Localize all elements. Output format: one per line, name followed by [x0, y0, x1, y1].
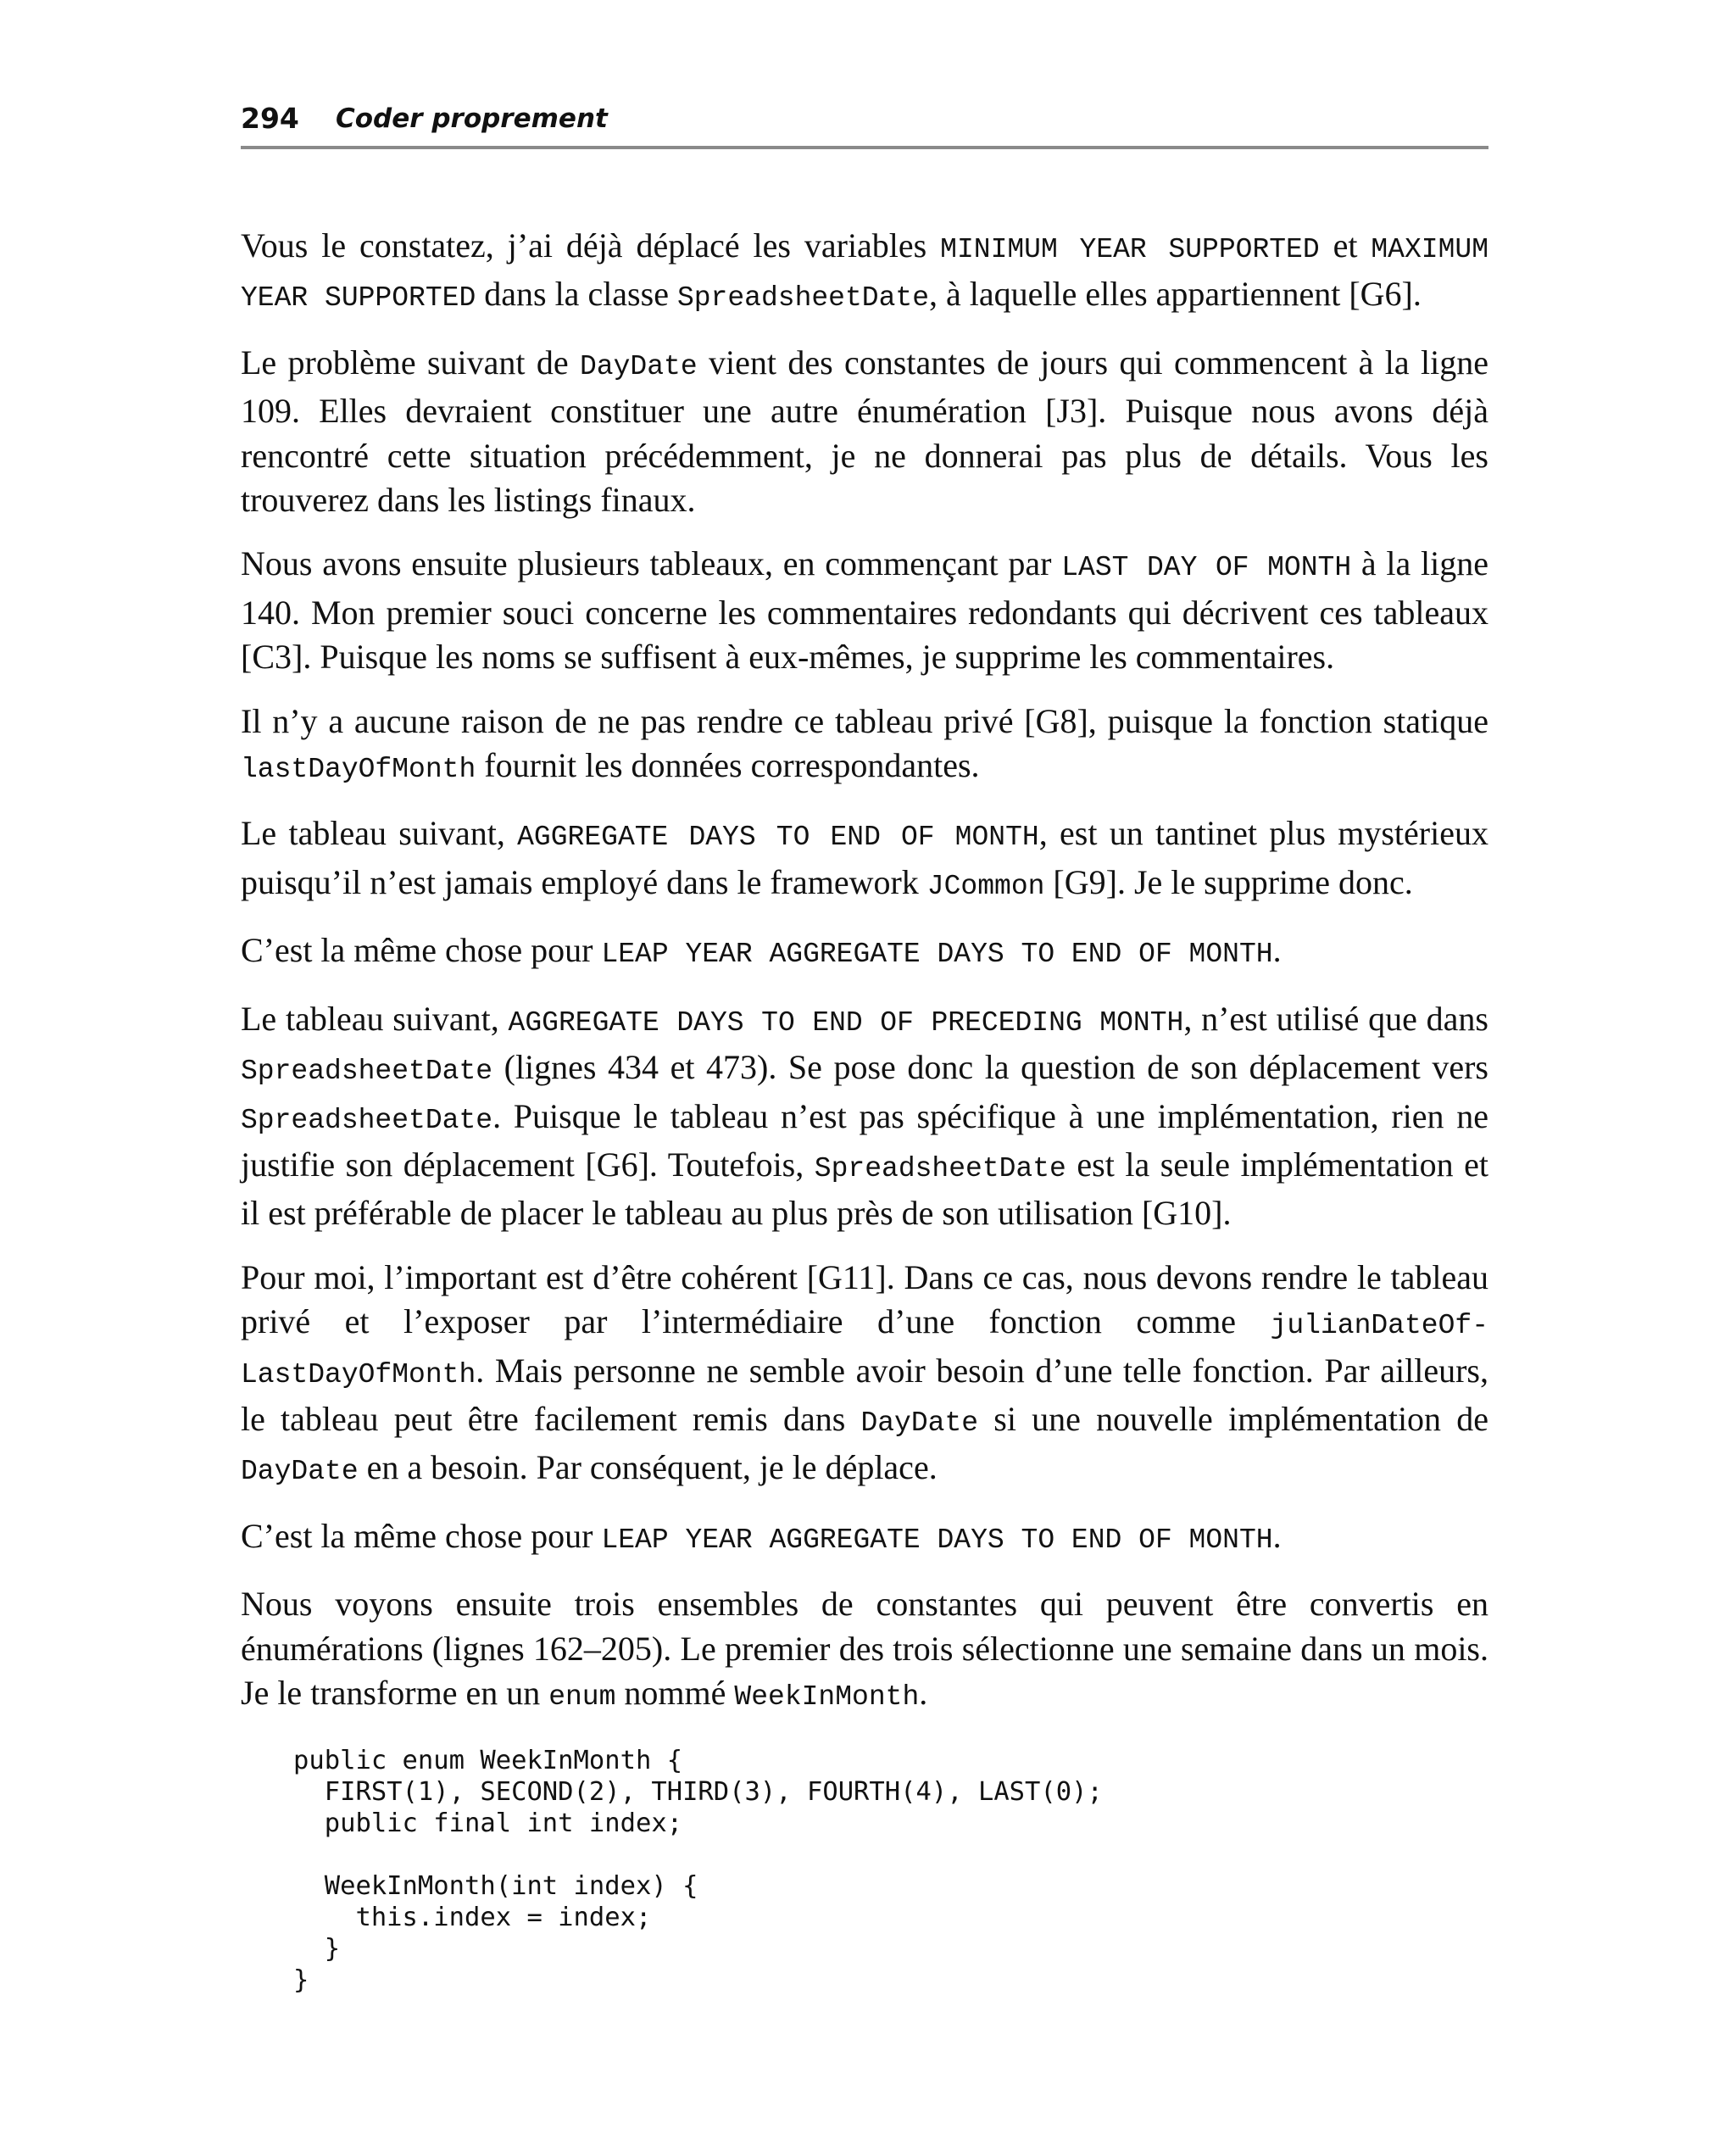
code-identifier: SpreadsheetDate [241, 1056, 493, 1088]
code-line [293, 1839, 1488, 1870]
text-run: . Puisque le tableau n’est pas spécifique à une implémentation, rien ne justifie son déplacement [G6]. Toutefois, [241, 1096, 1488, 1184]
code-listing [293, 1745, 1488, 1996]
code-identifier: lastDayOfMonth [241, 754, 476, 786]
text-run: nommé [615, 1673, 735, 1712]
code-identifier: DayDate [860, 1407, 979, 1439]
code-identifier: MINIMUM YEAR SUPPORTED [940, 234, 1320, 265]
text-run: vient des constantes de jours qui commencent à la ligne 109. Elles devraient constituer une autre énumération [J3]. Puisque nous avons déjà rencontré cette situation précédemment, je ne donnerai pas plus de détails. Vous les trouverez dans les listings finaux. [241, 343, 1488, 520]
code-identifier: LEAP YEAR AGGREGATE DAYS TO END OF MONTH [601, 939, 1273, 971]
code-line: public enum WeekInMonth { [293, 1746, 683, 1776]
text-run: Le problème suivant de [241, 343, 580, 382]
text-run: est la seule implémentation et il est préférable de placer le tableau au plus près de son utilisation [G10]. [241, 1145, 1488, 1233]
code-identifier: AGGREGATE DAYS TO END OF PRECEDING MONTH [508, 1006, 1184, 1039]
code-identifier: LEAP YEAR AGGREGATE DAYS TO END OF MONTH [601, 1524, 1273, 1556]
text-run: . [919, 1673, 928, 1712]
text-run: Il n’y a aucune raison de ne pas rendre ce tableau privé [G8], puisque la fonction statique [241, 701, 1488, 740]
text-run: Le tableau suivant, [241, 999, 509, 1038]
text-run: dans la classe [476, 275, 677, 314]
running-head [241, 95, 1488, 149]
text-run: en a besoin. Par conséquent, je le déplace. [358, 1448, 938, 1487]
text-run: . [1272, 931, 1282, 970]
text-run: si une nouvelle implémentation de [978, 1399, 1488, 1438]
text-run: Pour moi, l’important est d’être cohérent [G11]. Dans ce cas, nous devons rendre le tableau privé et l’exposer par l’intermédiaire d’une fonction comme [241, 1257, 1488, 1341]
code-line: } [293, 1934, 341, 1964]
text-run: [G9]. Je le supprime donc. [1044, 862, 1413, 901]
text-run: C’est la même chose pour [241, 931, 602, 970]
text-run: Vous le constatez, j’ai déjà déplacé les variables [241, 226, 941, 265]
paragraph [241, 928, 1488, 977]
code-identifier: julianDateOfLastDayOfMonth [241, 1310, 1488, 1390]
paragraph [241, 1256, 1488, 1495]
paragraph [241, 1514, 1488, 1563]
code-identifier: SpreadsheetDate [814, 1152, 1066, 1184]
code-identifier: MAXIMUM YEAR SUPPORTED [241, 234, 1488, 315]
paragraph [241, 224, 1488, 321]
text-run: et [1319, 226, 1372, 265]
code-identifier: WeekInMonth [734, 1680, 920, 1713]
body-text [241, 224, 1488, 1996]
paragraph [241, 811, 1488, 909]
code-line: public final int index; [293, 1808, 683, 1839]
code-identifier: SpreadsheetDate [676, 282, 930, 315]
text-run: (lignes 434 et 473). Se pose donc la question de son déplacement vers [492, 1048, 1488, 1087]
code-line: this.index = index; [293, 1903, 652, 1933]
paragraph [241, 542, 1488, 679]
paragraph [241, 1582, 1488, 1719]
code-line: WeekInMonth(int index) { [293, 1871, 698, 1902]
text-run: . Mais personne ne semble avoir besoin d’une telle fonction. Par ailleurs, le tableau peut être facilement remis dans [241, 1351, 1488, 1438]
paragraph [241, 997, 1488, 1236]
text-run: , est un tantinet plus mystérieux puisqu’il n’est jamais employé dans le framework [241, 814, 1488, 901]
paragraph [241, 699, 1488, 793]
text-run: à la ligne 140. Mon premier souci concerne les commentaires redondants qui décrivent ces tableaux [C3]. Puisque les noms se suffisent à eux-mêmes, je supprime les commentaires. [241, 544, 1489, 677]
text-run: Nous voyons ensuite trois ensembles de constantes qui peuvent être convertis en énumérations (lignes 162–205). Le premier des trois sélectionne une semaine dans un mois. Je le transforme en un [241, 1585, 1488, 1712]
text-run: . [1272, 1516, 1282, 1555]
page-number: 294 [241, 102, 299, 135]
text-run: C’est la même chose pour [241, 1516, 602, 1555]
text-run: Nous avons ensuite plusieurs tableaux, en commençant par [241, 544, 1062, 583]
code-identifier: DayDate [580, 350, 698, 382]
code-line: } [293, 1965, 309, 1996]
code-identifier: DayDate [241, 1456, 359, 1488]
code-identifier: SpreadsheetDate [241, 1104, 493, 1136]
code-line: FIRST(1), SECOND(2), THIRD(3), FOURTH(4), LAST(0); [293, 1777, 1103, 1808]
code-identifier: LAST DAY OF MONTH [1061, 552, 1352, 584]
book-title: Coder proprement [336, 103, 608, 134]
text-run: Le tableau suivant, [241, 814, 518, 853]
text-run: , à laquelle elles appartiennent [G6]. [929, 275, 1422, 314]
code-identifier: JCommon [926, 870, 1045, 902]
code-identifier: enum [548, 1680, 616, 1713]
code-identifier: AGGREGATE DAYS TO END OF MONTH [517, 822, 1039, 854]
paragraph [241, 341, 1488, 523]
text-run: , n’est utilisé que dans [1183, 999, 1488, 1038]
text-run: fournit les données correspondantes. [476, 746, 980, 785]
